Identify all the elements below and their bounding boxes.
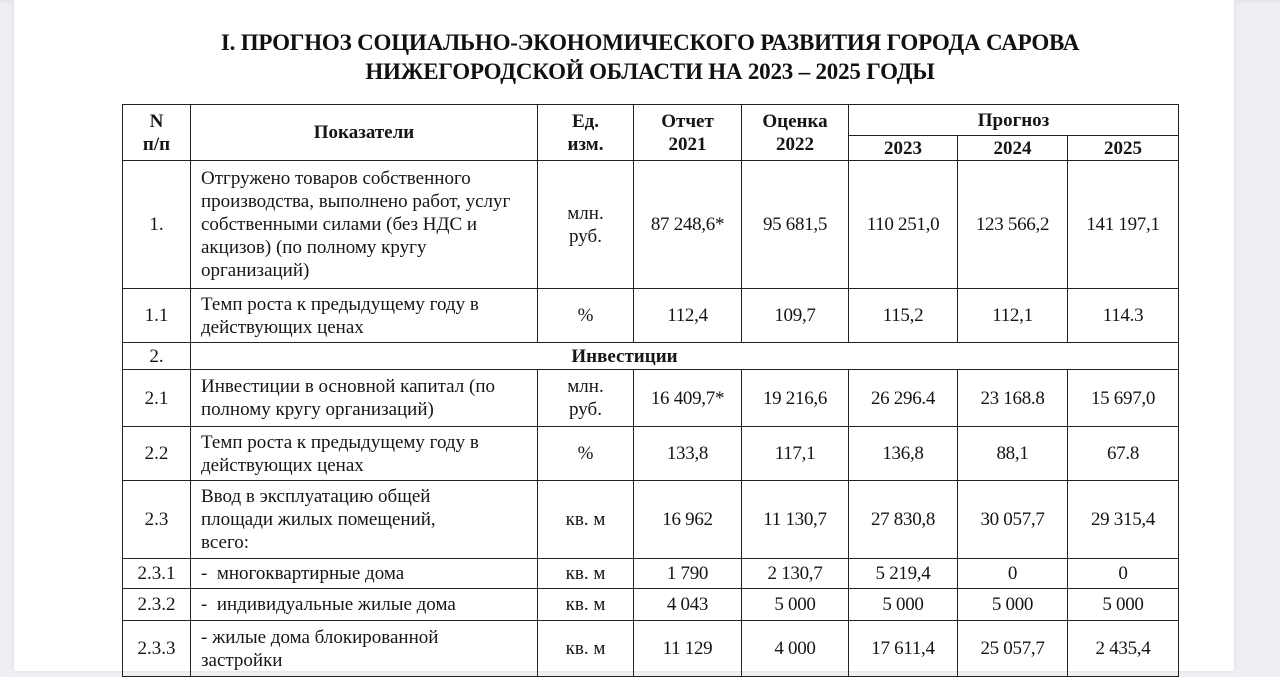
header-report-line-2: 2021 <box>668 133 707 155</box>
value-2023: 136,8 <box>849 427 958 481</box>
row-num: 2.3.2 <box>123 589 191 621</box>
value-2021: 16 962 <box>634 481 742 559</box>
row-unit: кв. м <box>538 589 634 621</box>
document-title <box>0 28 1280 86</box>
value-2025: 15 697,0 <box>1068 370 1179 427</box>
value-2021: 87 248,6* <box>634 161 742 289</box>
value-2025: 114.3 <box>1068 289 1179 343</box>
row-indicator: - многоквартирные дома <box>191 559 538 589</box>
forecast-table <box>122 104 1179 677</box>
row-num: 2. <box>123 343 191 370</box>
value-2023: 5 219,4 <box>849 559 958 589</box>
row-unit: % <box>538 289 634 343</box>
value-2024: 23 168.8 <box>958 370 1068 427</box>
value-2022: 11 130,7 <box>742 481 849 559</box>
value-2022: 117,1 <box>742 427 849 481</box>
value-2024: 123 566,2 <box>958 161 1068 289</box>
row-unit: кв. м <box>538 621 634 677</box>
header-unit-line-1: Ед. <box>571 110 600 132</box>
header-indicator: Показатели <box>191 105 538 161</box>
value-2025: 67.8 <box>1068 427 1179 481</box>
value-2025: 5 000 <box>1068 589 1179 621</box>
header-estimate-line-1: Оценка <box>762 110 828 132</box>
value-2022: 95 681,5 <box>742 161 849 289</box>
value-2024: 0 <box>958 559 1068 589</box>
value-2022: 2 130,7 <box>742 559 849 589</box>
row-unit: кв. м <box>538 481 634 559</box>
section-row <box>123 343 1179 370</box>
row-unit: кв. м <box>538 559 634 589</box>
table-row <box>123 289 1179 343</box>
value-2025: 0 <box>1068 559 1179 589</box>
header-unit-line-2: изм. <box>567 133 604 155</box>
header-year-2023: 2023 <box>849 136 958 161</box>
value-2025: 29 315,4 <box>1068 481 1179 559</box>
value-2022: 109,7 <box>742 289 849 343</box>
value-2022: 4 000 <box>742 621 849 677</box>
row-unit: млн. руб. <box>538 370 634 427</box>
header-report-2021 <box>634 105 742 161</box>
row-num: 1.1 <box>123 289 191 343</box>
value-2023: 115,2 <box>849 289 958 343</box>
value-2021: 11 129 <box>634 621 742 677</box>
value-2021: 1 790 <box>634 559 742 589</box>
header-unit <box>538 105 634 161</box>
header-estimate-2022 <box>742 105 849 161</box>
row-indicator: - жилые дома блокированной застройки <box>191 621 538 677</box>
header-forecast: Прогноз <box>849 105 1179 136</box>
table-row <box>123 481 1179 559</box>
value-2023: 17 611,4 <box>849 621 958 677</box>
header-year-2024: 2024 <box>958 136 1068 161</box>
value-2024: 112,1 <box>958 289 1068 343</box>
table-row <box>123 559 1179 589</box>
value-2021: 133,8 <box>634 427 742 481</box>
header-year-2025: 2025 <box>1068 136 1179 161</box>
row-num: 1. <box>123 161 191 289</box>
row-indicator: Ввод в эксплуатацию общей площади жилых помещений, всего: <box>191 481 538 559</box>
value-2024: 30 057,7 <box>958 481 1068 559</box>
row-num: 2.3.1 <box>123 559 191 589</box>
value-2022: 5 000 <box>742 589 849 621</box>
value-2023: 27 830,8 <box>849 481 958 559</box>
header-num <box>123 105 191 161</box>
row-num: 2.2 <box>123 427 191 481</box>
value-2023: 26 296.4 <box>849 370 958 427</box>
table-row <box>123 589 1179 621</box>
header-num-line-2: п/п <box>142 133 171 155</box>
row-indicator: Инвестиции в основной капитал (по полному кругу организаций) <box>191 370 538 427</box>
value-2021: 16 409,7* <box>634 370 742 427</box>
row-unit: % <box>538 427 634 481</box>
value-2024: 5 000 <box>958 589 1068 621</box>
row-indicator: Отгружено товаров собственного производства, выполнено работ, услуг собственными силами (без НДС и акцизов) (по полному кругу организаций) <box>191 161 538 289</box>
value-2025: 141 197,1 <box>1068 161 1179 289</box>
row-indicator: Темп роста к предыдущему году в действующих ценах <box>191 427 538 481</box>
value-2021: 4 043 <box>634 589 742 621</box>
value-2022: 19 216,6 <box>742 370 849 427</box>
row-indicator: - индивидуальные жилые дома <box>191 589 538 621</box>
section-title: Инвестиции <box>191 343 1179 370</box>
value-2021: 112,4 <box>634 289 742 343</box>
row-indicator: Темп роста к предыдущему году в действующих ценах <box>191 289 538 343</box>
value-2025: 2 435,4 <box>1068 621 1179 677</box>
title-line-2: НИЖЕГОРОДСКОЙ ОБЛАСТИ НА 2023 – 2025 ГОДЫ <box>365 59 935 84</box>
row-num: 2.3 <box>123 481 191 559</box>
table-row <box>123 621 1179 677</box>
value-2024: 88,1 <box>958 427 1068 481</box>
value-2023: 5 000 <box>849 589 958 621</box>
table-row <box>123 161 1179 289</box>
row-num: 2.3.3 <box>123 621 191 677</box>
row-num: 2.1 <box>123 370 191 427</box>
value-2024: 25 057,7 <box>958 621 1068 677</box>
table-row <box>123 370 1179 427</box>
row-unit: млн. руб. <box>538 161 634 289</box>
value-2023: 110 251,0 <box>849 161 958 289</box>
header-estimate-line-2: 2022 <box>776 133 814 155</box>
title-line-1: I. ПРОГНОЗ СОЦИАЛЬНО-ЭКОНОМИЧЕСКОГО РАЗВИТИЯ ГОРОДА САРОВА <box>220 30 1080 55</box>
header-report-line-1: Отчет <box>661 110 714 132</box>
header-num-line-1: N <box>149 110 164 132</box>
table-row <box>123 427 1179 481</box>
